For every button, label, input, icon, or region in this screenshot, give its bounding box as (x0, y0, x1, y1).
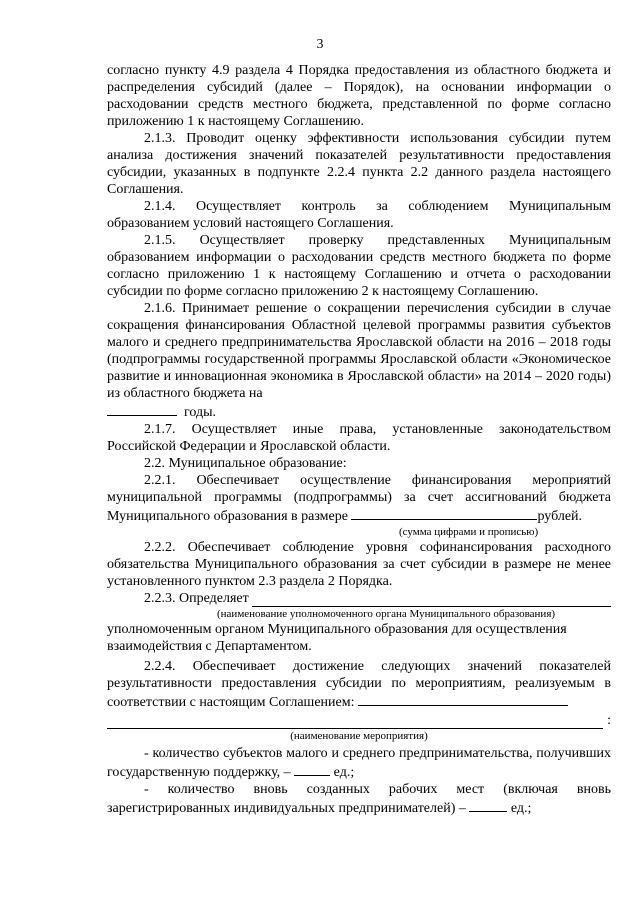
item2-text: - количество вновь созданных рабочих мест (включая вновь зарегистрированных индивидуальных предпринимателей) – (107, 782, 611, 816)
event-colon: : (607, 713, 611, 728)
item1-unit: ед.; (333, 765, 355, 780)
item2-blank (469, 798, 507, 812)
years-word: годы. (184, 405, 217, 420)
paragraph-2-1-7: 2.1.7. Осуществляет иные права, установленные законодательством Российской Федерации и Ярославской области. (107, 422, 611, 454)
list-item-new-jobs (107, 781, 611, 817)
paragraph-2-2-1-text: 2.2.1. Обеспечивает осуществление финансирования мероприятий муниципальной программы (подпрограммы) за счет ассигнований бюджета Муниципального образования в размере (107, 473, 611, 524)
paragraph-2-1-6 (107, 300, 611, 421)
years-blank (107, 402, 177, 416)
event-line (107, 712, 611, 729)
event-blank-1 (358, 692, 568, 706)
paragraph-2-2-3-text: 2.2.3. Определяет (144, 591, 249, 606)
event-blank-2 (107, 715, 603, 729)
document-body (107, 62, 611, 817)
paragraph-2-1-3: 2.1.3. Проводит оценку эффективности использования субсидии путем анализа достижения значений показателей результативности предоставления субсидии, указанных в подпункте 2.2.4 пункта 2.2 данного раздела настоящего Соглашения. (107, 131, 611, 197)
paragraph-2-2-1 (107, 472, 611, 525)
item2-unit: ед.; (510, 801, 532, 816)
rubles-word: рублей. (537, 509, 583, 524)
paragraph-2-1-5: 2.1.5. Осуществляет проверку представленных Муниципальным образованием информации о расходовании средств местного бюджета по форме согласно приложению 1 к настоящему Соглашению и отчета о расходовании субсидии по форме согласно приложению 2 к настоящему Соглашению. (107, 233, 611, 299)
paragraph-2-2-3-line (107, 590, 611, 607)
paragraph-2-2-4-text: 2.2.4. Обеспечивает достижение следующих значений показателей результативности предоставления субсидии по мероприятиям, реализуемым в соответствии с настоящим Соглашением: (107, 659, 611, 710)
page-number: 3 (316, 37, 324, 52)
paragraph-2-2-2: 2.2.2. Обеспечивает соблюдение уровня софинансирования расходного обязательства Муниципального образования за счет субсидии в размере не менее установленного пунктом 2.3 раздела 2 Порядка. (107, 540, 611, 589)
item1-text: - количество субъектов малого и среднего предпринимательства, получивших государственную поддержку, – (107, 746, 611, 780)
paragraph-2-2-4 (107, 658, 611, 711)
amount-blank (351, 506, 537, 520)
paragraph-2-1-6-text: 2.1.6. Принимает решение о сокращении перечисления субсидии в случае сокращения финансирования Областной целевой программы развития субъектов малого и среднего предпринимательства Ярославской области на 2016 – 2018 годы (подпрограммы государственной программы Ярославской области «Экономическое развитие и инновационная экономика в Ярославской области» на 2014 – 2020 годы) из областного бюджета на (107, 301, 611, 401)
item1-blank (294, 762, 330, 776)
caption-sum: (сумма цифрами и прописью) (399, 526, 539, 538)
list-item-supported-smes (107, 745, 611, 781)
caption-organ: (наименование уполномоченного органа Муниципального образования) (217, 608, 556, 620)
paragraph-2-2: 2.2. Муниципальное образование: (144, 456, 347, 471)
paragraph-2-2-3-cont: уполномоченным органом Муниципального образования для осуществления взаимодействия с Департаментом. (107, 622, 567, 654)
caption-event: (наименование мероприятия) (290, 730, 428, 742)
paragraph-2-1-4: 2.1.4. Осуществляет контроль за соблюдением Муниципальным образованием условий настоящего Соглашения. (107, 199, 611, 231)
organ-blank (252, 593, 611, 607)
paragraph-continuation: согласно пункту 4.9 раздела 4 Порядка предоставления из областного бюджета и распределения субсидий (далее – Порядок), на основании информации о расходовании средств местного бюджета, представленной по форме согласно приложению 1 к настоящему Соглашению. (107, 63, 611, 129)
